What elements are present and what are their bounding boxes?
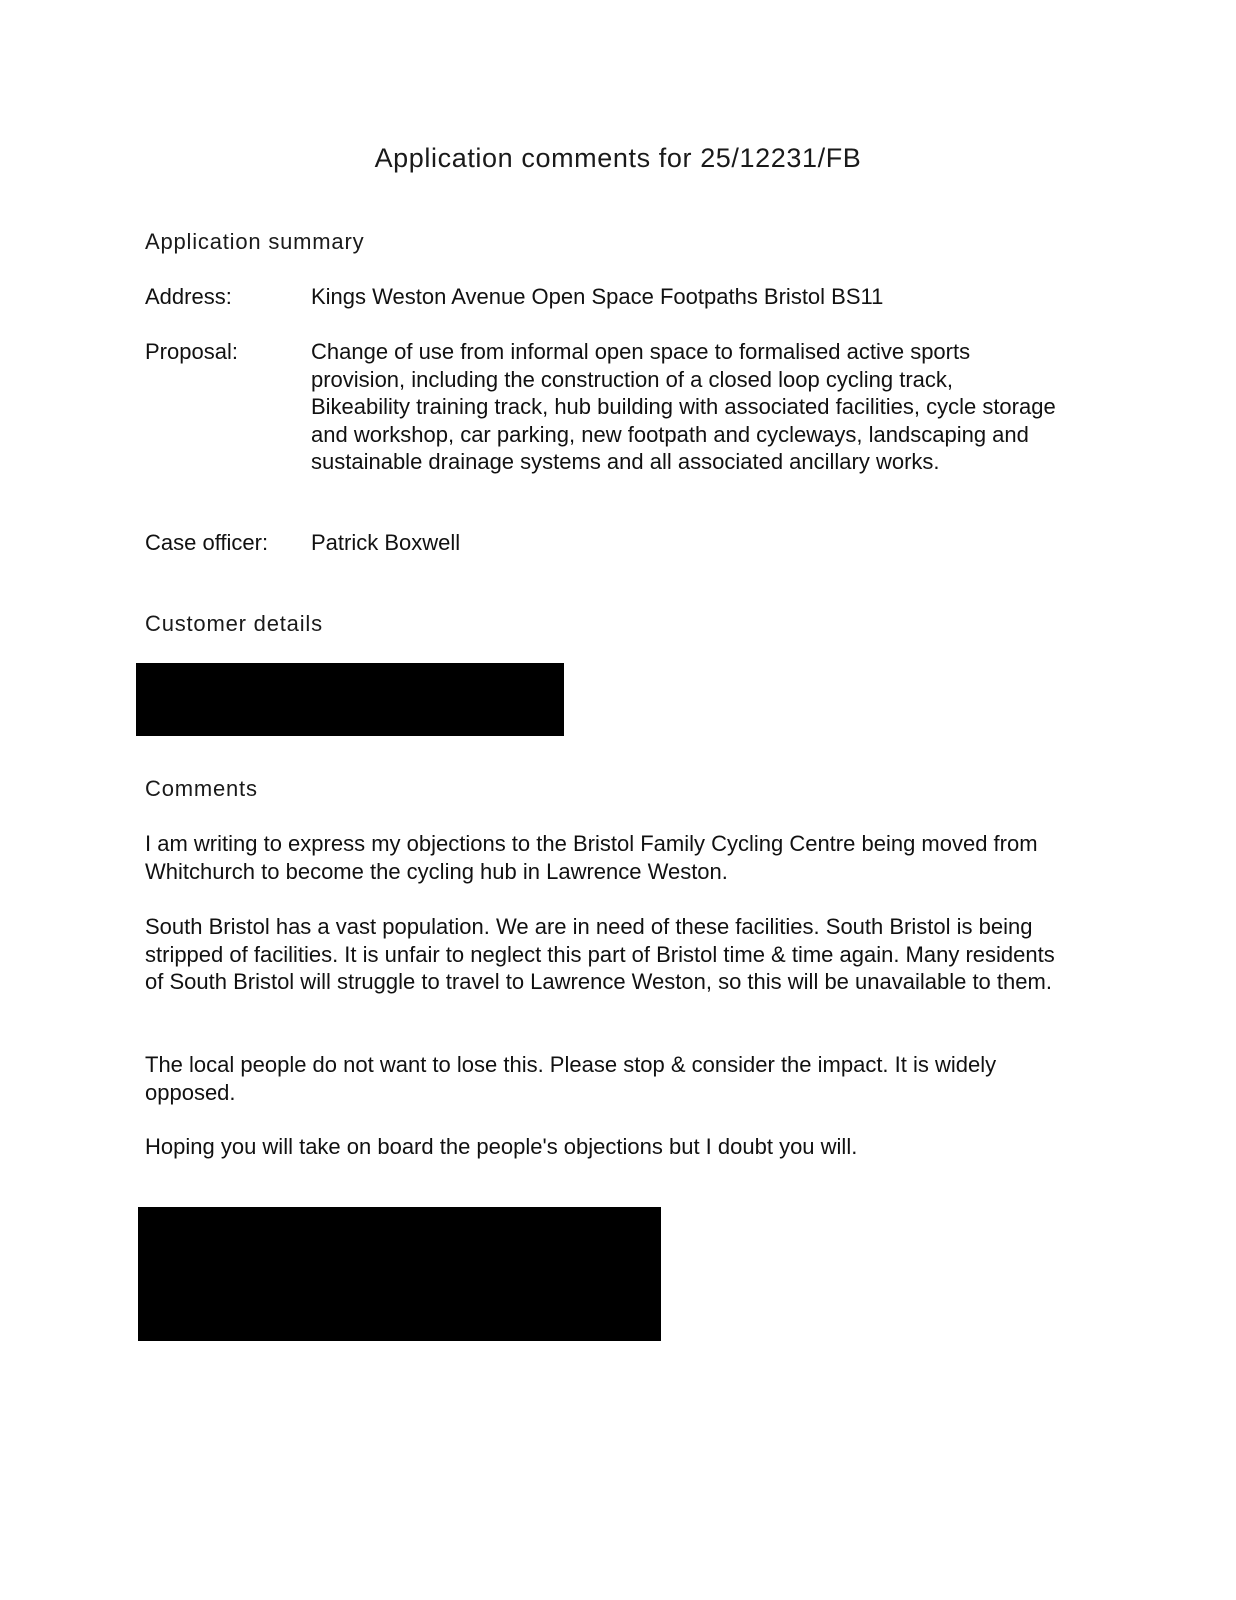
proposal-value: Change of use from informal open space to formalised active sports provision, including the construction of a closed loop cycling track, Bikeability training track, hub building with associated facilities, cycle storage and workshop, car parking, new footpath and cycleways, landscaping and sustainable drainage systems and all associated ancillary works.: [311, 339, 1056, 475]
comment-paragraph: South Bristol has a vast population. We are in need of these facilities. South Bristol is being stripped of facilities. It is unfair to neglect this part of Bristol time & time again. Many residents of South Bristol will struggle to travel to Lawrence Weston, so this will be unavailable to them.: [145, 914, 1055, 995]
page-title: Application comments for 25/12231/FB: [374, 143, 862, 173]
address-value: Kings Weston Avenue Open Space Footpaths Bristol BS11: [311, 284, 884, 309]
case-officer-value: Patrick Boxwell: [311, 530, 461, 555]
application-summary-heading: Application summary: [145, 229, 365, 254]
comments-heading: Comments: [145, 776, 258, 801]
comment-paragraph: I am writing to express my objections to the Bristol Family Cycling Centre being moved from Whitchurch to become the cycling hub in Lawrence Weston.: [145, 831, 1038, 884]
customer-details-heading: Customer details: [145, 611, 323, 636]
case-officer-label: Case officer:: [145, 530, 269, 555]
signature-redaction: [138, 1207, 661, 1341]
proposal-label: Proposal:: [145, 339, 238, 364]
comment-paragraph: The local people do not want to lose this. Please stop & consider the impact. It is widely opposed.: [145, 1052, 997, 1105]
comment-paragraph: Hoping you will take on board the people's objections but I doubt you will.: [145, 1134, 858, 1159]
customer-details-redaction: [136, 663, 564, 736]
address-label: Address:: [145, 284, 232, 309]
